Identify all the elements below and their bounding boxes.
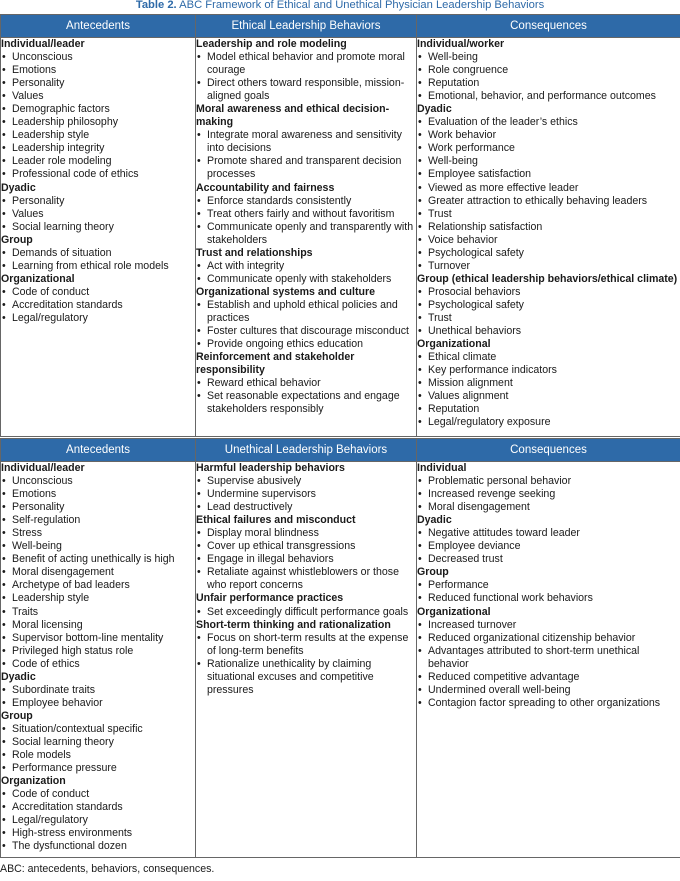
unethical-behaviors-cell bbox=[196, 462, 417, 858]
list-item: • Increased turnover bbox=[417, 619, 680, 632]
group-heading: Ethical failures and misconduct bbox=[196, 514, 356, 527]
list-item: • High-stress environments bbox=[1, 827, 195, 840]
list-item: • Undermine supervisors bbox=[196, 488, 416, 501]
list-item: • Employee behavior bbox=[1, 697, 195, 710]
list-item: • Unconscious bbox=[1, 51, 195, 64]
ethical-behaviors-cell bbox=[196, 38, 417, 437]
list-item: • Demands of situation bbox=[1, 247, 195, 260]
list-item: • Promote shared and transparent decision processes bbox=[196, 155, 416, 181]
bullet-list bbox=[1, 475, 195, 671]
group-heading: Organizational bbox=[417, 605, 491, 618]
group-heading: Group bbox=[1, 233, 33, 246]
list-item: • Set exceedingly difficult performance goals bbox=[196, 606, 416, 619]
group-heading: Group (ethical leadership behaviors/ethical climate) bbox=[417, 272, 678, 285]
list-item: • Self-regulation bbox=[1, 514, 195, 527]
list-item: • The dysfunctional dozen bbox=[1, 840, 195, 853]
list-item: • Personality bbox=[1, 501, 195, 514]
list-item: • Work behavior bbox=[417, 129, 680, 142]
bullet-list bbox=[196, 475, 416, 514]
list-item: • Focus on short-term results at the expense of long-term benefits bbox=[196, 632, 416, 658]
header-antecedents: Antecedents bbox=[1, 15, 196, 38]
bullet-list bbox=[417, 579, 680, 605]
list-item: • Moral disengagement bbox=[417, 501, 680, 514]
header-ethical-behaviors: Ethical Leadership Behaviors bbox=[196, 15, 417, 38]
list-item: • Key performance indicators bbox=[417, 364, 680, 377]
list-item: • Legal/regulatory bbox=[1, 814, 195, 827]
list-item: • Reduced competitive advantage bbox=[417, 671, 680, 684]
group-heading: Reinforcement and stakeholder responsibility bbox=[196, 351, 355, 377]
group-heading: Dyadic bbox=[1, 181, 36, 194]
bullet-list bbox=[196, 632, 416, 697]
list-item: • Learning from ethical role models bbox=[1, 260, 195, 273]
bullet-list bbox=[417, 286, 680, 338]
list-item: • Emotional, behavior, and performance outcomes bbox=[417, 90, 680, 103]
list-item: • Rationalize unethicality by claiming situational excuses and competitive pressures bbox=[196, 658, 416, 697]
list-item: • Reputation bbox=[417, 77, 680, 90]
bullet-list bbox=[196, 195, 416, 247]
list-item: • Values bbox=[1, 90, 195, 103]
bullet-list bbox=[196, 527, 416, 592]
list-item: • Moral licensing bbox=[1, 619, 195, 632]
list-item: • Mission alignment bbox=[417, 377, 680, 390]
list-item: • Undermined overall well-being bbox=[417, 684, 680, 697]
list-item: • Supervise abusively bbox=[196, 475, 416, 488]
list-item: • Values bbox=[1, 208, 195, 221]
list-item: • Unethical behaviors bbox=[417, 325, 680, 338]
list-item: • Relationship satisfaction bbox=[417, 221, 680, 234]
bullet-list bbox=[196, 260, 416, 286]
list-item: • Display moral blindness bbox=[196, 527, 416, 540]
list-item: • Reputation bbox=[417, 403, 680, 416]
list-item: • Treat others fairly and without favoritism bbox=[196, 208, 416, 221]
list-item: • Communicate openly with stakeholders bbox=[196, 273, 416, 286]
bullet-list bbox=[1, 195, 195, 234]
bullet-list bbox=[196, 377, 416, 416]
group-heading: Accountability and fairness bbox=[196, 181, 335, 194]
unethical-antecedents-cell bbox=[1, 462, 196, 858]
list-item: • Archetype of bad leaders bbox=[1, 579, 195, 592]
list-item: • Performance pressure bbox=[1, 762, 195, 775]
bullet-list bbox=[1, 247, 195, 273]
list-item: • Leadership style bbox=[1, 592, 195, 605]
list-item: • Emotions bbox=[1, 488, 195, 501]
list-item: • Well-being bbox=[417, 155, 680, 168]
list-item: • Leader role modeling bbox=[1, 155, 195, 168]
list-item: • Establish and uphold ethical policies and practices bbox=[196, 299, 416, 325]
footnote: ABC: antecedents, behaviors, consequences. bbox=[0, 863, 215, 875]
group-heading: Organizational bbox=[1, 272, 75, 285]
list-item: • Leadership philosophy bbox=[1, 116, 195, 129]
bullet-list bbox=[196, 129, 416, 181]
group-heading: Leadership and role modeling bbox=[196, 38, 347, 50]
group-heading: Dyadic bbox=[417, 514, 452, 527]
group-heading: Harmful leadership behaviors bbox=[196, 462, 345, 474]
list-item: • Code of conduct bbox=[1, 788, 195, 801]
bullet-list bbox=[196, 51, 416, 103]
caption-text: ABC Framework of Ethical and Unethical Physician Leadership Behaviors bbox=[179, 0, 545, 11]
group-heading: Organization bbox=[1, 775, 66, 788]
list-item: • Reduced organizational citizenship behavior bbox=[417, 632, 680, 645]
list-item: • Enforce standards consistently bbox=[196, 195, 416, 208]
list-item: • Unconscious bbox=[1, 475, 195, 488]
list-item: • Situation/contextual specific bbox=[1, 723, 195, 736]
list-item: • Direct others toward responsible, mission-aligned goals bbox=[196, 77, 416, 103]
list-item: • Accreditation standards bbox=[1, 801, 195, 814]
list-item: • Ethical climate bbox=[417, 351, 680, 364]
bullet-list bbox=[417, 527, 680, 566]
group-heading: Dyadic bbox=[417, 103, 452, 116]
bullet-list bbox=[196, 606, 416, 619]
group-heading: Individual/leader bbox=[1, 462, 85, 474]
list-item: • Problematic personal behavior bbox=[417, 475, 680, 488]
bullet-list bbox=[196, 299, 416, 351]
list-item: • Communicate openly and transparently with stakeholders bbox=[196, 221, 416, 247]
list-item: • Subordinate traits bbox=[1, 684, 195, 697]
table-caption bbox=[0, 0, 680, 12]
list-item: • Performance bbox=[417, 579, 680, 592]
group-heading: Unfair performance practices bbox=[196, 592, 344, 605]
header-consequences: Consequences bbox=[417, 15, 680, 38]
list-item: • Turnover bbox=[417, 260, 680, 273]
list-item: • Emotions bbox=[1, 64, 195, 77]
ethical-antecedents-cell bbox=[1, 38, 196, 437]
caption-label: Table 2. bbox=[135, 0, 177, 11]
list-item: • Voice behavior bbox=[417, 234, 680, 247]
list-item: • Leadership integrity bbox=[1, 142, 195, 155]
bullet-list bbox=[417, 116, 680, 273]
ethical-table bbox=[0, 14, 680, 437]
list-item: • Role congruence bbox=[417, 64, 680, 77]
list-item: • Leadership style bbox=[1, 129, 195, 142]
group-heading: Individual/worker bbox=[417, 38, 505, 50]
bullet-list bbox=[1, 723, 195, 775]
list-item: • Evaluation of the leader’s ethics bbox=[417, 116, 680, 129]
list-item: • Greater attraction to ethically behaving leaders bbox=[417, 195, 680, 208]
list-item: • Trust bbox=[417, 312, 680, 325]
list-item: • Lead destructively bbox=[196, 501, 416, 514]
list-item: • Negative attitudes toward leader bbox=[417, 527, 680, 540]
list-item: • Role models bbox=[1, 749, 195, 762]
list-item: • Prosocial behaviors bbox=[417, 286, 680, 299]
bullet-list bbox=[1, 286, 195, 325]
group-heading: Individual/leader bbox=[1, 38, 85, 50]
list-item: • Foster cultures that discourage misconduct bbox=[196, 325, 416, 338]
list-item: • Integrate moral awareness and sensitivity into decisions bbox=[196, 129, 416, 155]
bullet-list bbox=[1, 51, 195, 181]
bullet-list bbox=[1, 788, 195, 853]
list-item: • Well-being bbox=[1, 540, 195, 553]
list-item: • Viewed as more effective leader bbox=[417, 182, 680, 195]
ethical-consequences-cell bbox=[417, 38, 680, 437]
bullet-list bbox=[417, 619, 680, 710]
unethical-consequences-cell bbox=[417, 462, 680, 858]
list-item: • Act with integrity bbox=[196, 260, 416, 273]
group-heading: Trust and relationships bbox=[196, 246, 313, 259]
list-item: • Code of ethics bbox=[1, 658, 195, 671]
list-item: • Engage in illegal behaviors bbox=[196, 553, 416, 566]
list-item: • Social learning theory bbox=[1, 221, 195, 234]
list-item: • Employee deviance bbox=[417, 540, 680, 553]
list-item: • Increased revenge seeking bbox=[417, 488, 680, 501]
bullet-list bbox=[417, 351, 680, 429]
list-item: • Retaliate against whistleblowers or those who report concerns bbox=[196, 566, 416, 592]
list-item: • Decreased trust bbox=[417, 553, 680, 566]
bullet-list bbox=[417, 475, 680, 514]
bullet-list bbox=[417, 51, 680, 103]
group-heading: Short-term thinking and rationalization bbox=[196, 618, 391, 631]
list-item: • Well-being bbox=[417, 51, 680, 64]
header-consequences: Consequences bbox=[417, 439, 680, 462]
list-item: • Accreditation standards bbox=[1, 299, 195, 312]
list-item: • Code of conduct bbox=[1, 286, 195, 299]
group-heading: Group bbox=[1, 709, 33, 722]
list-item: • Work performance bbox=[417, 142, 680, 155]
list-item: • Privileged high status role bbox=[1, 645, 195, 658]
list-item: • Demographic factors bbox=[1, 103, 195, 116]
header-antecedents: Antecedents bbox=[1, 439, 196, 462]
list-item: • Benefit of acting unethically is high bbox=[1, 553, 195, 566]
list-item: • Set reasonable expectations and engage stakeholders responsibly bbox=[196, 390, 416, 416]
list-item: • Cover up ethical transgressions bbox=[196, 540, 416, 553]
group-heading: Individual bbox=[417, 462, 467, 474]
list-item: • Social learning theory bbox=[1, 736, 195, 749]
list-item: • Personality bbox=[1, 195, 195, 208]
list-item: • Stress bbox=[1, 527, 195, 540]
list-item: • Reduced functional work behaviors bbox=[417, 592, 680, 605]
bullet-list bbox=[1, 684, 195, 710]
list-item: • Provide ongoing ethics education bbox=[196, 338, 416, 351]
list-item: • Values alignment bbox=[417, 390, 680, 403]
list-item: • Psychological safety bbox=[417, 247, 680, 260]
group-heading: Dyadic bbox=[1, 670, 36, 683]
list-item: • Employee satisfaction bbox=[417, 168, 680, 181]
list-item: • Psychological safety bbox=[417, 299, 680, 312]
list-item: • Traits bbox=[1, 606, 195, 619]
list-item: • Advantages attributed to short-term unethical behavior bbox=[417, 645, 680, 671]
list-item: • Contagion factor spreading to other organizations bbox=[417, 697, 680, 710]
list-item: • Legal/regulatory bbox=[1, 312, 195, 325]
list-item: • Personality bbox=[1, 77, 195, 90]
list-item: • Reward ethical behavior bbox=[196, 377, 416, 390]
list-item: • Trust bbox=[417, 208, 680, 221]
group-heading: Organizational bbox=[417, 338, 491, 351]
list-item: • Model ethical behavior and promote moral courage bbox=[196, 51, 416, 77]
group-heading: Organizational systems and culture bbox=[196, 285, 375, 298]
list-item: • Legal/regulatory exposure bbox=[417, 416, 680, 429]
group-heading: Group bbox=[417, 566, 449, 579]
list-item: • Moral disengagement bbox=[1, 566, 195, 579]
header-unethical-behaviors: Unethical Leadership Behaviors bbox=[196, 439, 417, 462]
unethical-table bbox=[0, 438, 680, 858]
group-heading: Moral awareness and ethical decision-making bbox=[196, 103, 390, 129]
list-item: • Professional code of ethics bbox=[1, 168, 195, 181]
list-item: • Supervisor bottom-line mentality bbox=[1, 632, 195, 645]
